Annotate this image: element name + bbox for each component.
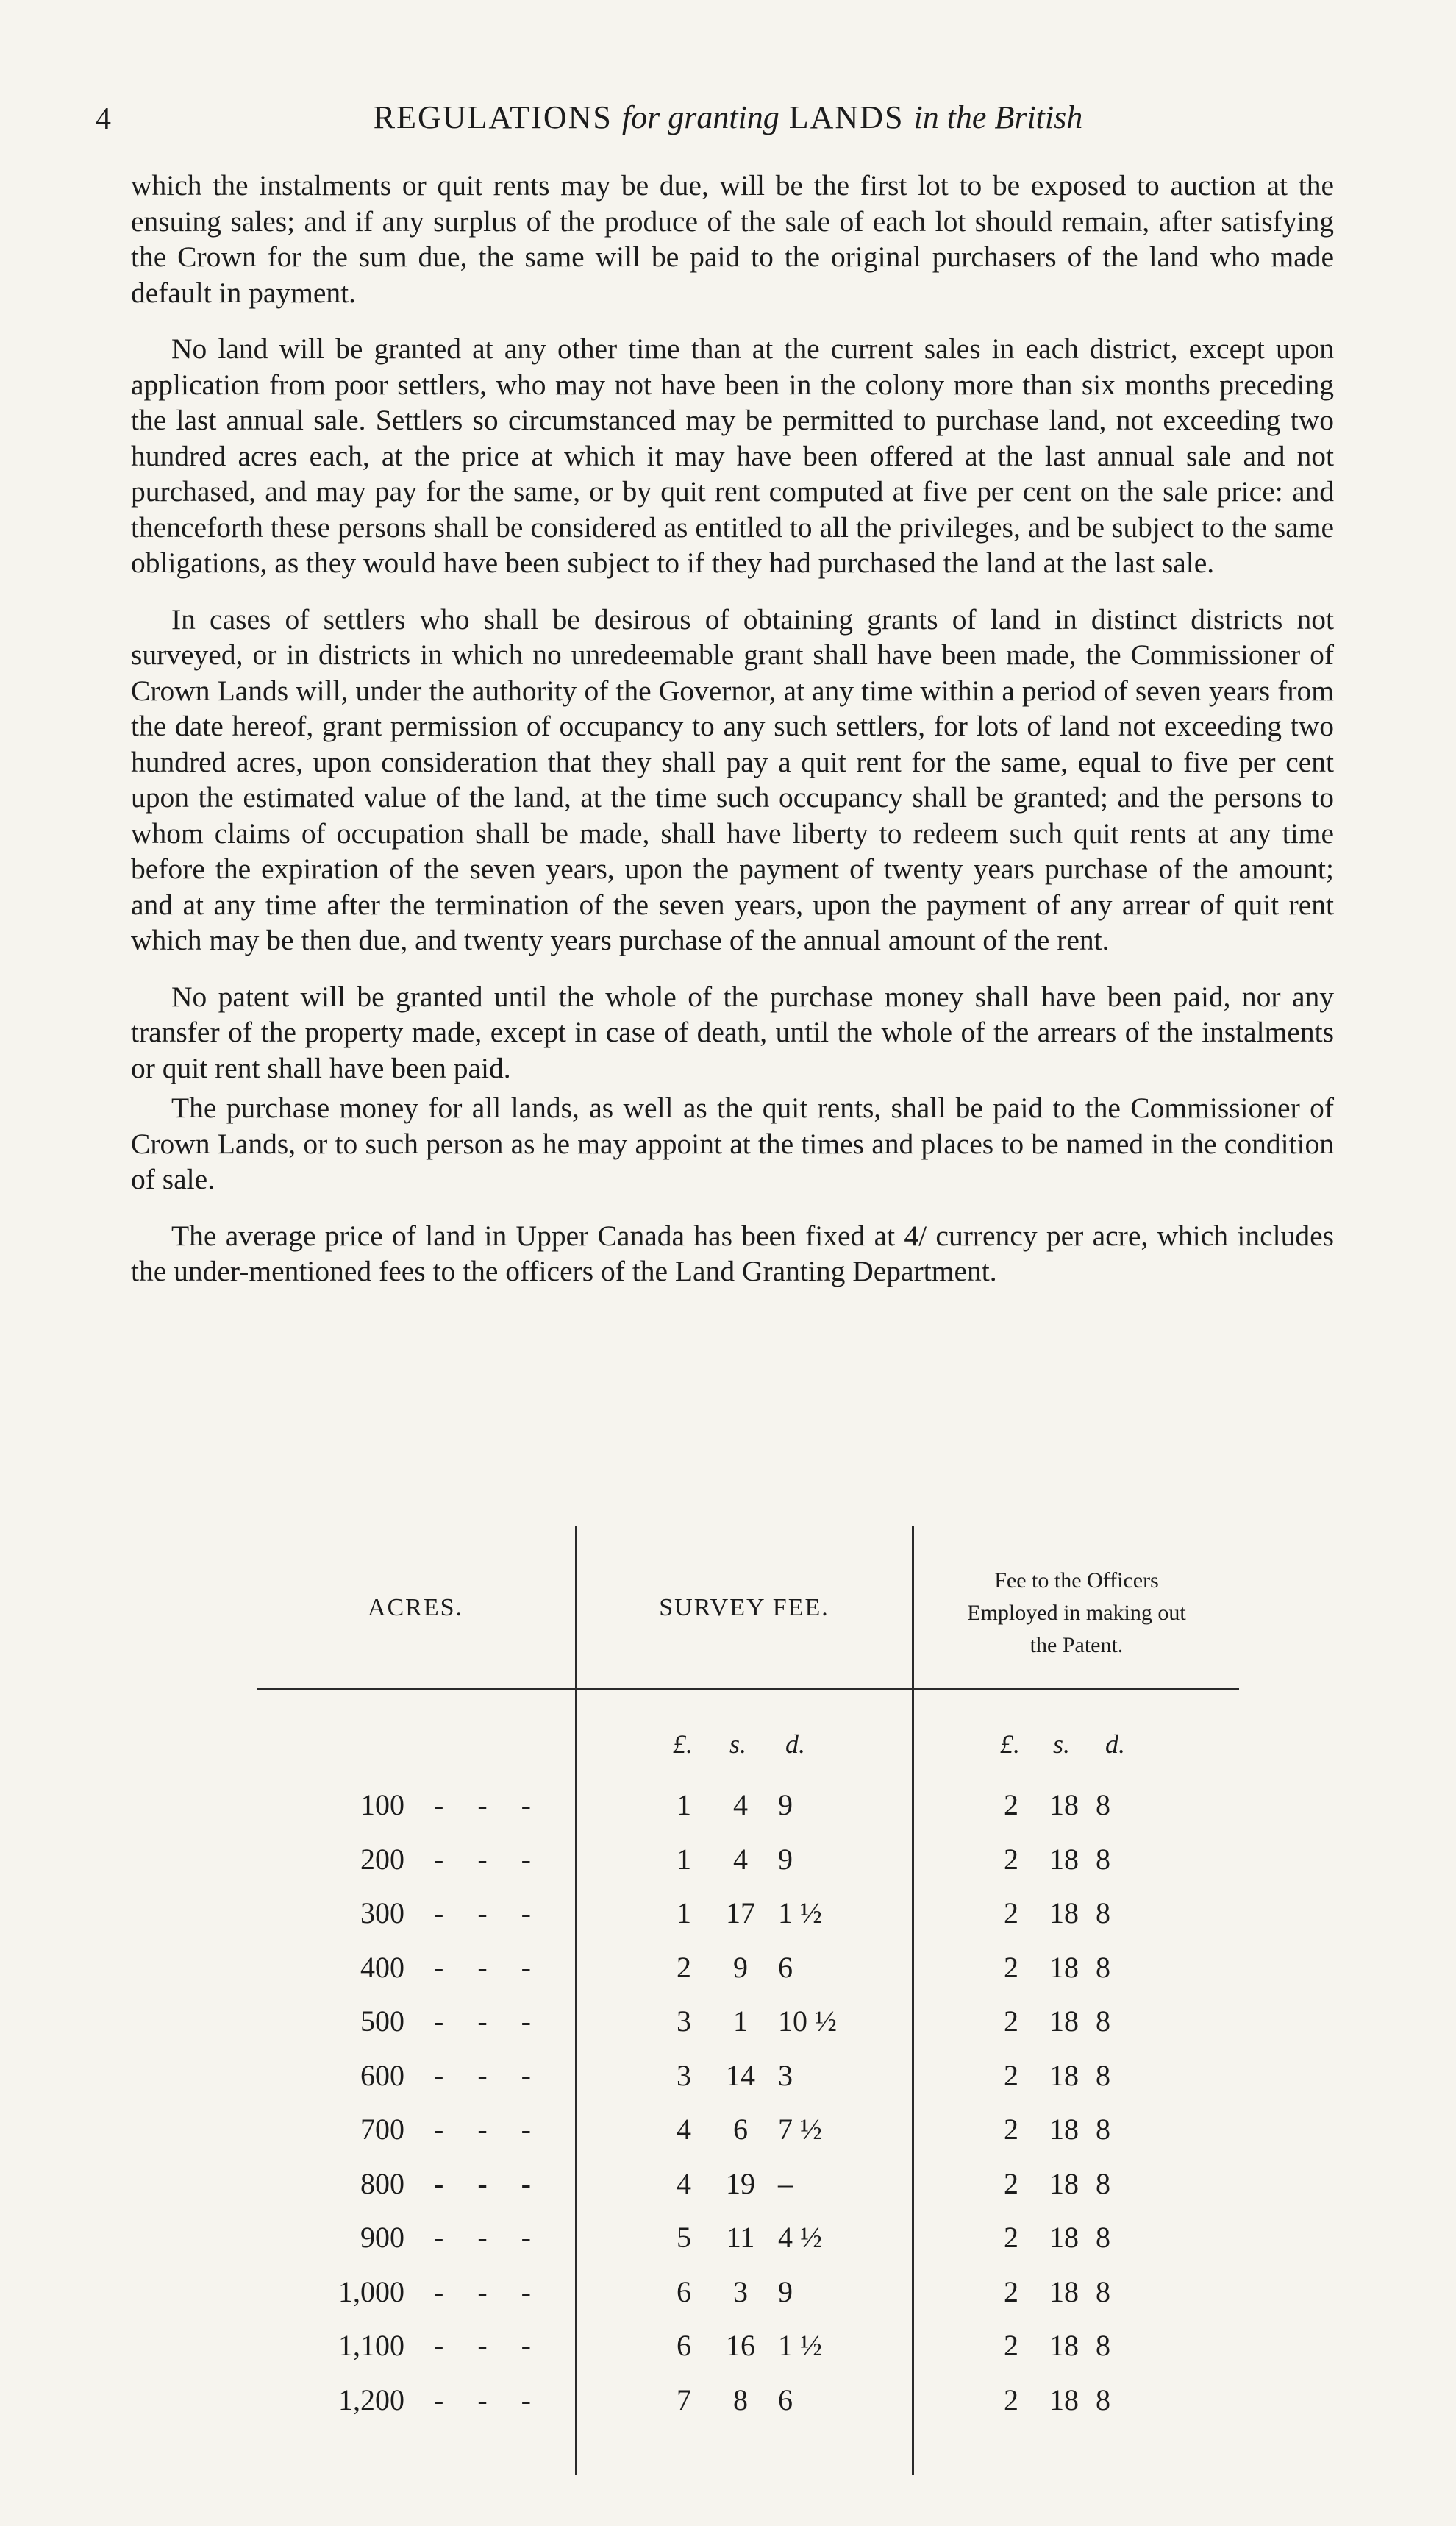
table-row	[257, 1950, 1239, 1999]
survey-fee-pence: 4 ½	[778, 2221, 822, 2254]
leader-dashes: - - -	[434, 2113, 544, 2146]
patent-fee-pounds: 2	[1004, 2058, 1018, 2092]
patent-fee-shillings: 18	[1049, 2221, 1079, 2254]
survey-fee-pounds: 1	[677, 1842, 691, 1876]
header-patent-fee-line-3: the Patent.	[1029, 1633, 1124, 1657]
patent-fee-shillings: 18	[1049, 1950, 1079, 1984]
running-head-caps-1: REGULATIONS	[373, 99, 613, 135]
patent-fee-pence: 8	[1096, 2383, 1110, 2416]
survey-fee-pounds: 4	[677, 2166, 691, 2200]
patent-fee-shillings: 18	[1049, 2274, 1079, 2308]
acres-value: 100	[360, 1788, 404, 1821]
fee-table	[257, 1526, 1239, 2483]
paragraph-5: The purchase money for all lands, as well as the quit rents, shall be paid to the Commissioner of Crown Lands, or to such person as he may appoint at the times and places to be named in the condition of sale.	[131, 1092, 1334, 1195]
table-row	[257, 2383, 1239, 2431]
header-survey-fee: SURVEY FEE.	[659, 1594, 829, 1621]
patent-fee-shillings: 18	[1049, 1842, 1079, 1876]
survey-fee-shillings: 11	[726, 2221, 755, 2254]
survey-fee-pounds: 4	[677, 2113, 691, 2146]
patent-fee-pounds: 2	[1004, 2004, 1018, 2038]
acres-value: 800	[360, 2166, 404, 2200]
acres-value: 1,100	[338, 2329, 404, 2362]
table-row	[257, 1787, 1239, 1836]
leader-dashes: - - -	[434, 2383, 544, 2416]
leader-dashes: - - -	[434, 2221, 544, 2254]
survey-fee-pounds: 2	[677, 1950, 691, 1984]
leader-dashes: - - -	[434, 2166, 544, 2200]
survey-fee-shillings: 14	[726, 2058, 755, 2092]
table-row	[257, 2220, 1239, 2269]
survey-fee-shillings: 3	[733, 2274, 748, 2308]
unit-pence: d.	[1105, 1729, 1125, 1759]
survey-fee-pounds: 7	[677, 2383, 691, 2416]
survey-fee-pounds: 3	[677, 2058, 691, 2092]
patent-fee-pence: 8	[1096, 1842, 1110, 1876]
unit-shillings: s.	[729, 1729, 747, 1759]
acres-value: 900	[360, 2221, 404, 2254]
patent-fee-pence: 8	[1096, 2113, 1110, 2146]
survey-fee-pence: 7 ½	[778, 2113, 822, 2146]
patent-fee-shillings: 18	[1049, 2166, 1079, 2200]
patent-fee-pence: 8	[1096, 2166, 1110, 2200]
acres-value: 600	[360, 2058, 404, 2092]
survey-fee-pence: –	[778, 2166, 793, 2200]
unit-shillings: s.	[1053, 1729, 1071, 1759]
page-number: 4	[96, 102, 111, 136]
survey-fee-shillings: 6	[733, 2113, 748, 2146]
patent-fee-shillings: 18	[1049, 2383, 1079, 2416]
patent-fee-pence: 8	[1096, 2274, 1110, 2308]
patent-fee-shillings: 18	[1049, 2058, 1079, 2092]
running-head-italic-1: for granting	[621, 99, 779, 135]
leader-dashes: - - -	[434, 1842, 544, 1876]
acres-value: 1,000	[338, 2274, 404, 2308]
acres-value: 1,200	[338, 2383, 404, 2416]
paragraph-3: In cases of settlers who shall be desirous of obtaining grants of land in distinct districts not surveyed, or in districts in which no unredeemable grant shall have been made, the Commissioner of Crown Lands will, under the authority of the Governor, at any time within a period of seven years from the date hereof, grant permission of occupancy to any such settlers, for lots of land not exceeding two hundred acres, upon consideration that they shall pay a quit rent for the same, equal to five per cent upon the estimated value of the land, at the time such occupancy shall be granted; and the persons to whom claims of occupation shall be made, shall have liberty to redeem such quit rents at any time before the expiration of the seven years, upon the payment of twenty years purchase of the amount; and at any time after the termination of the seven years, upon the payment of any arrear of quit rent which may be then due, and twenty years purchase of the annual amount of the rent.	[131, 602, 1334, 956]
table-header-rule	[257, 1688, 1239, 1690]
patent-fee-shillings: 18	[1049, 2004, 1079, 2038]
survey-fee-shillings: 9	[733, 1950, 748, 1984]
acres-value: 300	[360, 1896, 404, 1929]
survey-fee-shillings: 16	[726, 2329, 755, 2362]
patent-fee-pounds: 2	[1004, 2221, 1018, 2254]
survey-fee-pence: 10 ½	[778, 2004, 837, 2038]
leader-dashes: - - -	[434, 2274, 544, 2308]
paragraph-1: which the instalments or quit rents may be due, will be the first lot to be exposed to auction at the ensuing sales; and if any surplus of the produce of the sale of each lot should remain, after satisfying the Crown for the sum due, the same will be paid to the original purchasers of the land who made default in payment.	[131, 169, 1334, 309]
header-patent-fee-line-2: Employed in making out	[967, 1601, 1186, 1625]
leader-dashes: - - -	[434, 1950, 544, 1984]
acres-value: 500	[360, 2004, 404, 2038]
patent-fee-pence: 8	[1096, 2221, 1110, 2254]
patent-fee-pounds: 2	[1004, 1896, 1018, 1929]
table-row	[257, 2274, 1239, 2323]
patent-fee-pounds: 2	[1004, 1842, 1018, 1876]
running-head-caps-2: LANDS	[788, 99, 904, 135]
patent-fee-pounds: 2	[1004, 2113, 1018, 2146]
survey-fee-shillings: 8	[733, 2383, 748, 2416]
patent-fee-pence: 8	[1096, 1950, 1110, 1984]
acres-value: 700	[360, 2113, 404, 2146]
patent-fee-pence: 8	[1096, 2004, 1110, 2038]
survey-fee-pence: 1 ½	[778, 2329, 822, 2362]
patent-fee-pence: 8	[1096, 2329, 1110, 2362]
unit-pounds: £.	[673, 1729, 693, 1759]
table-row	[257, 2112, 1239, 2160]
body-text	[131, 168, 1334, 1289]
patent-fee-pounds: 2	[1004, 2383, 1018, 2416]
paragraph-2: No land will be granted at any other time than at the current sales in each district, except upon application from poor settlers, who may not have been in the colony more than six months preceding the last annual sale. Settlers so circumstanced may be permitted to purchase land, not exceeding two hundred acres each, at the price at which it may have been offered at the last annual sale and not purchased, and may pay for the same, or by quit rent computed at five per cent on the sale price: and thenceforth these persons shall be considered as entitled to all the privileges, and be subject to the same obligations, as they would have been subject to if they had purchased the land at the last sale.	[131, 332, 1334, 579]
survey-fee-pence: 6	[778, 2383, 793, 2416]
leader-dashes: - - -	[434, 2004, 544, 2038]
leader-dashes: - - -	[434, 2058, 544, 2092]
survey-fee-pounds: 5	[677, 2221, 691, 2254]
survey-fee-shillings: 1	[733, 2004, 748, 2038]
survey-fee-pence: 9	[778, 1842, 793, 1876]
patent-fee-pence: 8	[1096, 1788, 1110, 1821]
table-row	[257, 2328, 1239, 2377]
patent-fee-pounds: 2	[1004, 2274, 1018, 2308]
survey-fee-pounds: 6	[677, 2329, 691, 2362]
leader-dashes: - - -	[434, 1788, 544, 1821]
patent-fee-pounds: 2	[1004, 1788, 1018, 1821]
survey-fee-pence: 3	[778, 2058, 793, 2092]
patent-fee-pounds: 2	[1004, 2329, 1018, 2362]
patent-fee-shillings: 18	[1049, 2329, 1079, 2362]
header-patent-fee-line-1: Fee to the Officers	[994, 1568, 1159, 1593]
header-acres: ACRES.	[367, 1594, 464, 1621]
table-row	[257, 2004, 1239, 2052]
patent-fee-pounds: 2	[1004, 2166, 1018, 2200]
survey-fee-shillings: 17	[726, 1896, 755, 1929]
patent-fee-shillings: 18	[1049, 1896, 1079, 1929]
survey-fee-shillings: 4	[733, 1788, 748, 1821]
leader-dashes: - - -	[434, 1896, 544, 1929]
survey-fee-pence: 6	[778, 1950, 793, 1984]
acres-value: 200	[360, 1842, 404, 1876]
patent-fee-shillings: 18	[1049, 1788, 1079, 1821]
acres-value: 400	[360, 1950, 404, 1984]
table-row	[257, 2166, 1239, 2215]
survey-fee-pounds: 1	[677, 1896, 691, 1929]
survey-fee-pence: 9	[778, 1788, 793, 1821]
patent-fee-pounds: 2	[1004, 1950, 1018, 1984]
leader-dashes: - - -	[434, 2329, 544, 2362]
table-row	[257, 2058, 1239, 2107]
survey-fee-pence: 1 ½	[778, 1896, 822, 1929]
survey-fee-shillings: 19	[726, 2166, 755, 2200]
unit-pence: d.	[785, 1729, 805, 1759]
patent-fee-pence: 8	[1096, 2058, 1110, 2092]
patent-fee-shillings: 18	[1049, 2113, 1079, 2146]
survey-fee-shillings: 4	[733, 1842, 748, 1876]
unit-pounds: £.	[1000, 1729, 1020, 1759]
paragraph-6: The average price of land in Upper Canada has been fixed at 4/ currency per acre, which includes the under-mentioned fees to the officers of the Land Granting Department.	[131, 1219, 1334, 1287]
patent-fee-pence: 8	[1096, 1896, 1110, 1929]
survey-fee-pounds: 6	[677, 2274, 691, 2308]
running-head-italic-2: in the British	[913, 99, 1083, 135]
paragraph-4: No patent will be granted until the whole of the purchase money shall have been paid, nor any transfer of the property made, except in case of death, until the whole of the arrears of the instalments or quit rent shall have been paid.	[131, 980, 1334, 1084]
table-row	[257, 1842, 1239, 1890]
table-row	[257, 1896, 1239, 1944]
header-patent-fee	[915, 1565, 1238, 1662]
survey-fee-pence: 9	[778, 2274, 793, 2308]
survey-fee-pounds: 3	[677, 2004, 691, 2038]
running-head	[0, 99, 1456, 136]
survey-fee-pounds: 1	[677, 1788, 691, 1821]
